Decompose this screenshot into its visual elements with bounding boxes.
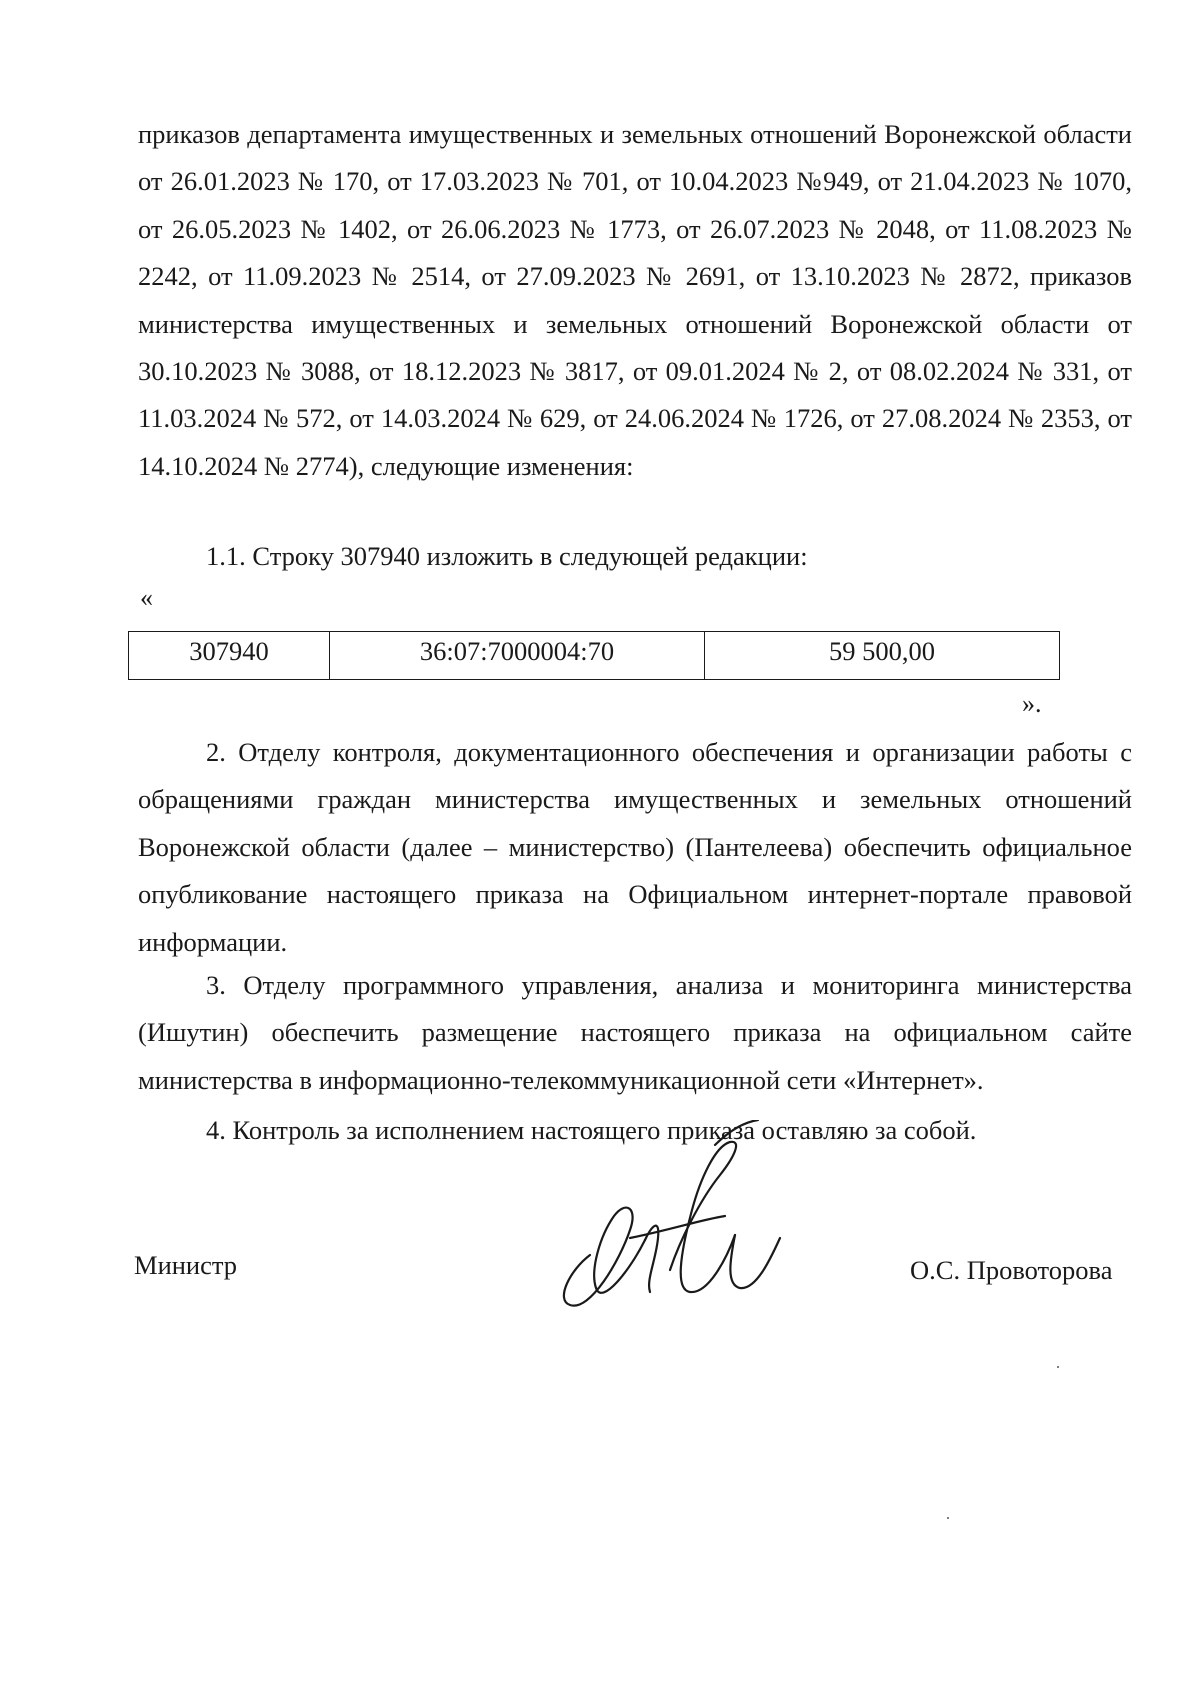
item-1-1-paragraph: 1.1. Строку 307940 изложить в следующей редакции: bbox=[206, 541, 808, 571]
row-number-cell: 307940 bbox=[129, 632, 330, 680]
scan-speck bbox=[1057, 1366, 1059, 1368]
intro-paragraph: приказов департамента имущественных и земельных отношений Воронежской области от 26.01.2023 № 170, от 17.03.2023 № 701, от 10.04.2023 №949, от 21.04.2023 № 1070, от 26.05.2023 № 1402, от 26.06.2023 № 1773, от 26.07.2023 № 2048, от 11.08.2023 № 2242, от 11.09.2023 № 2514, от 27.09.2023 № 2691, от 13.10.2023 № 2872, приказов министерства имущественных и земельных отношений Воронежской области от 30.10.2023 № 3088, от 18.12.2023 № 3817, от 09.01.2024 № 2, от 08.02.2024 № 331, от 11.03.2024 № 572, от 14.03.2024 № 629, от 24.06.2024 № 1726, от 27.08.2024 № 2353, от 14.10.2024 № 2774), следующие изменения: bbox=[138, 119, 1132, 481]
item-3-paragraph: 3. Отделу программного управления, анализа и мониторинга министерства (Ишутин) обеспечить размещение настоящего приказа на официальном сайте министерства в информационно-телекоммуникационной сети «Интернет». bbox=[138, 970, 1132, 1095]
signatory-name: О.С. Провоторова bbox=[910, 1255, 1113, 1285]
signatory-position: Министр bbox=[134, 1250, 238, 1280]
opening-quote-mark: « bbox=[140, 583, 153, 612]
scan-speck bbox=[947, 1517, 949, 1519]
item-4-paragraph: 4. Контроль за исполнением настоящего приказа оставляю за собой. bbox=[206, 1115, 977, 1145]
closing-quote-mark: ». bbox=[1022, 689, 1042, 718]
value-cell: 59 500,00 bbox=[705, 632, 1060, 680]
cadastral-number-cell: 36:07:7000004:70 bbox=[330, 632, 705, 680]
handwritten-signature bbox=[530, 1120, 840, 1320]
table-row bbox=[129, 632, 1060, 680]
amended-row-table bbox=[128, 631, 1060, 680]
item-2-paragraph: 2. Отделу контроля, документационного обеспечения и организации работы с обращениями граждан министерства имущественных и земельных отношений Воронежской области (далее – министерство) (Пантелеева) обеспечить официальное опубликование настоящего приказа на Официальном интернет-портале правовой информации. bbox=[138, 737, 1132, 957]
